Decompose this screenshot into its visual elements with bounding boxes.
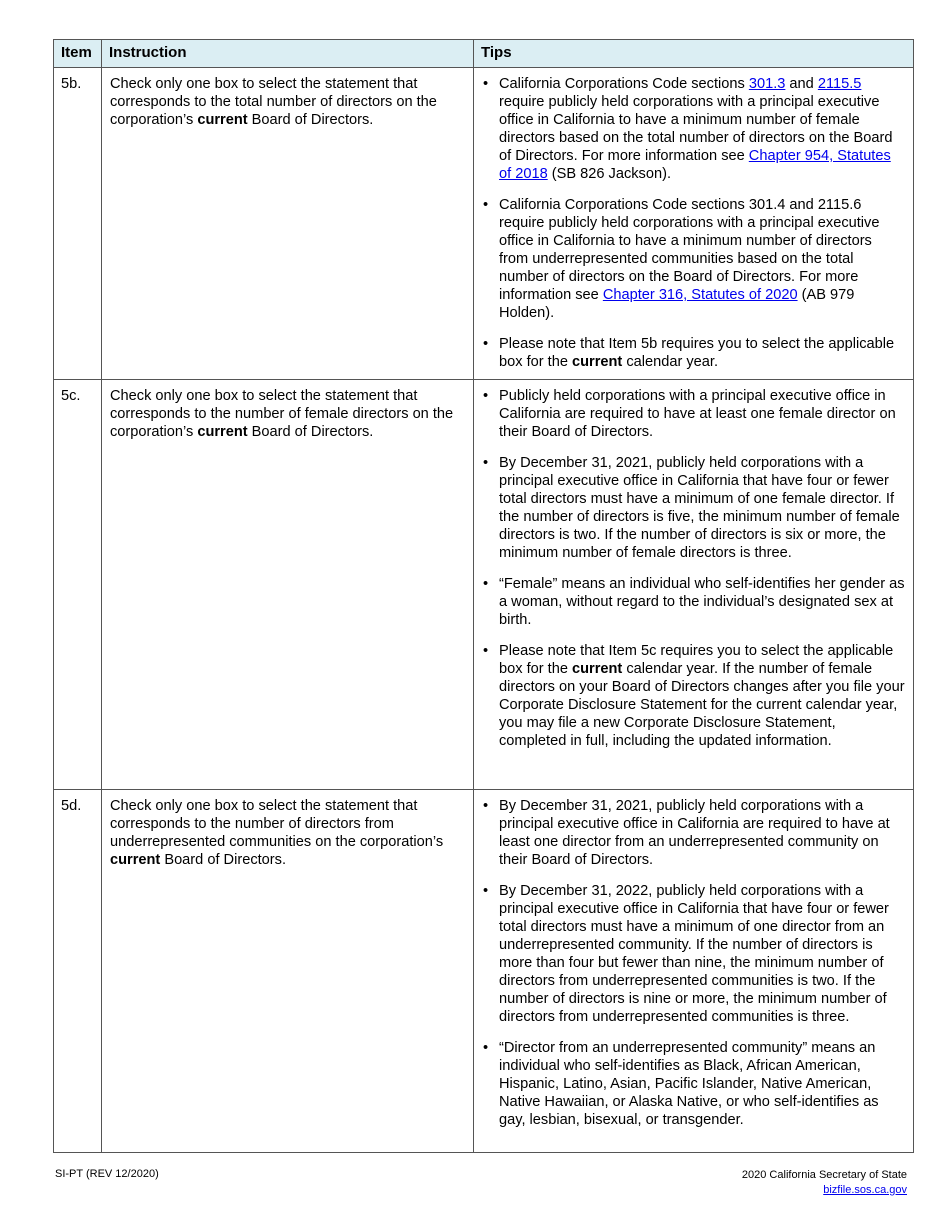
- table-row: [54, 68, 914, 380]
- instructions-table: [53, 39, 914, 1153]
- link-chapter-316[interactable]: Chapter 316, Statutes of 2020: [602, 287, 798, 303]
- bullet-icon: •: [483, 883, 489, 899]
- item-number: 5b.: [54, 68, 102, 380]
- bullet-icon: •: [483, 336, 489, 352]
- tip-item: • “Female” means an individual who self-identifies her gender as a woman, without regard to the individual’s designated sex at birth.: [483, 576, 905, 628]
- instruction-cell: Check only one box to select the statement that corresponds to the number of female directors on the corporation’s current Board of Directors.: [102, 380, 474, 790]
- link-2115-5[interactable]: 2115.5: [817, 76, 862, 92]
- tip-item: • By December 31, 2021, publicly held corporations with a principal executive office in California are required to have at least one director from an underrepresented community on their Board of Directors.: [483, 798, 890, 868]
- website-link[interactable]: bizfile.sos.ca.gov: [823, 1184, 907, 1196]
- bullet-icon: •: [483, 76, 489, 92]
- table-row: [54, 790, 914, 1153]
- table-row: [54, 380, 914, 790]
- bullet-icon: •: [483, 455, 489, 471]
- link-chapter-954[interactable]: Chapter 954, Statutes of 2018: [499, 148, 891, 182]
- tip-item: • California Corporations Code sections 301.3 and 2115.5 require publicly held corporations with a principal executive office in California to have a minimum number of female directors based on the total number of directors on the Board of Directors. For more information see Chapter 954, Statutes of 2018 (SB 826 Jackson).: [483, 76, 893, 182]
- tips-cell: [474, 790, 914, 1153]
- copyright: 2020 California Secretary of State: [741, 1169, 907, 1181]
- tip-item: • California Corporations Code sections 301.4 and 2115.6 require publicly held corporations with a principal executive office in California to have a minimum number of directors from underrepresented communities based on the total number of directors on the Board of Directors. For more information see Chapter 316, Statutes of 2020 (AB 979 Holden).: [483, 197, 880, 321]
- tip-item: • By December 31, 2022, publicly held corporations with a principal executive office in California that have four or fewer total directors must have a minimum of one director from an underrepresented community. If the number of directors is more than four but fewer than nine, the minimum number of directors from underrepresented communities is two. If the number of directors is nine or more, the minimum number of directors from underrepresented communities is three.: [483, 883, 889, 1025]
- footer-right: [742, 1168, 907, 1198]
- tips-cell: [474, 68, 914, 380]
- bullet-icon: •: [483, 1040, 489, 1056]
- item-number: 5d.: [54, 790, 102, 1153]
- header-instruction: Instruction: [102, 40, 474, 68]
- bullet-icon: •: [483, 798, 489, 814]
- tip-item: • By December 31, 2021, publicly held corporations with a principal executive office in California that have four or fewer total directors must have a minimum of one female director. If the number of directors is five, the minimum number of female directors is two. If the number of directors is six or more, the minimum number of female directors is three.: [483, 455, 900, 561]
- tips-cell: [474, 380, 914, 790]
- form-id: SI-PT (REV 12/2020): [55, 1168, 159, 1180]
- link-301-3[interactable]: 301.3: [748, 76, 786, 92]
- bullet-icon: •: [483, 197, 489, 213]
- tip-item: • Publicly held corporations with a principal executive office in California are required to have at least one female director on their Board of Directors.: [483, 388, 896, 440]
- bullet-icon: •: [483, 576, 489, 592]
- bullet-icon: •: [483, 643, 489, 659]
- tip-item: • Please note that Item 5c requires you to select the applicable box for the current calendar year. If the number of female directors on your Board of Directors changes after you file your Corporate Disclosure Statement for the current calendar year, you may file a new Corporate Disclosure Statement, completed in full, including the updated information.: [483, 643, 905, 749]
- bullet-icon: •: [483, 388, 489, 404]
- table-header-row: [54, 40, 914, 68]
- tip-item: • Please note that Item 5b requires you to select the applicable box for the current calendar year.: [483, 336, 895, 370]
- item-number: 5c.: [54, 380, 102, 790]
- header-item: Item: [54, 40, 102, 68]
- header-tips: Tips: [474, 40, 914, 68]
- tip-item: • “Director from an underrepresented community” means an individual who self-identifies as Black, African American, Hispanic, Latino, Asian, Pacific Islander, Native American, Native Hawaiian, or Alaska Native, or who self-identifies as gay, lesbian, bisexual, or transgender.: [483, 1040, 879, 1128]
- instruction-cell: Check only one box to select the statement that corresponds to the number of directors from underrepresented communities on the corporation’s current Board of Directors.: [102, 790, 474, 1153]
- instruction-cell: Check only one box to select the statement that corresponds to the total number of directors on the corporation’s current Board of Directors.: [102, 68, 474, 380]
